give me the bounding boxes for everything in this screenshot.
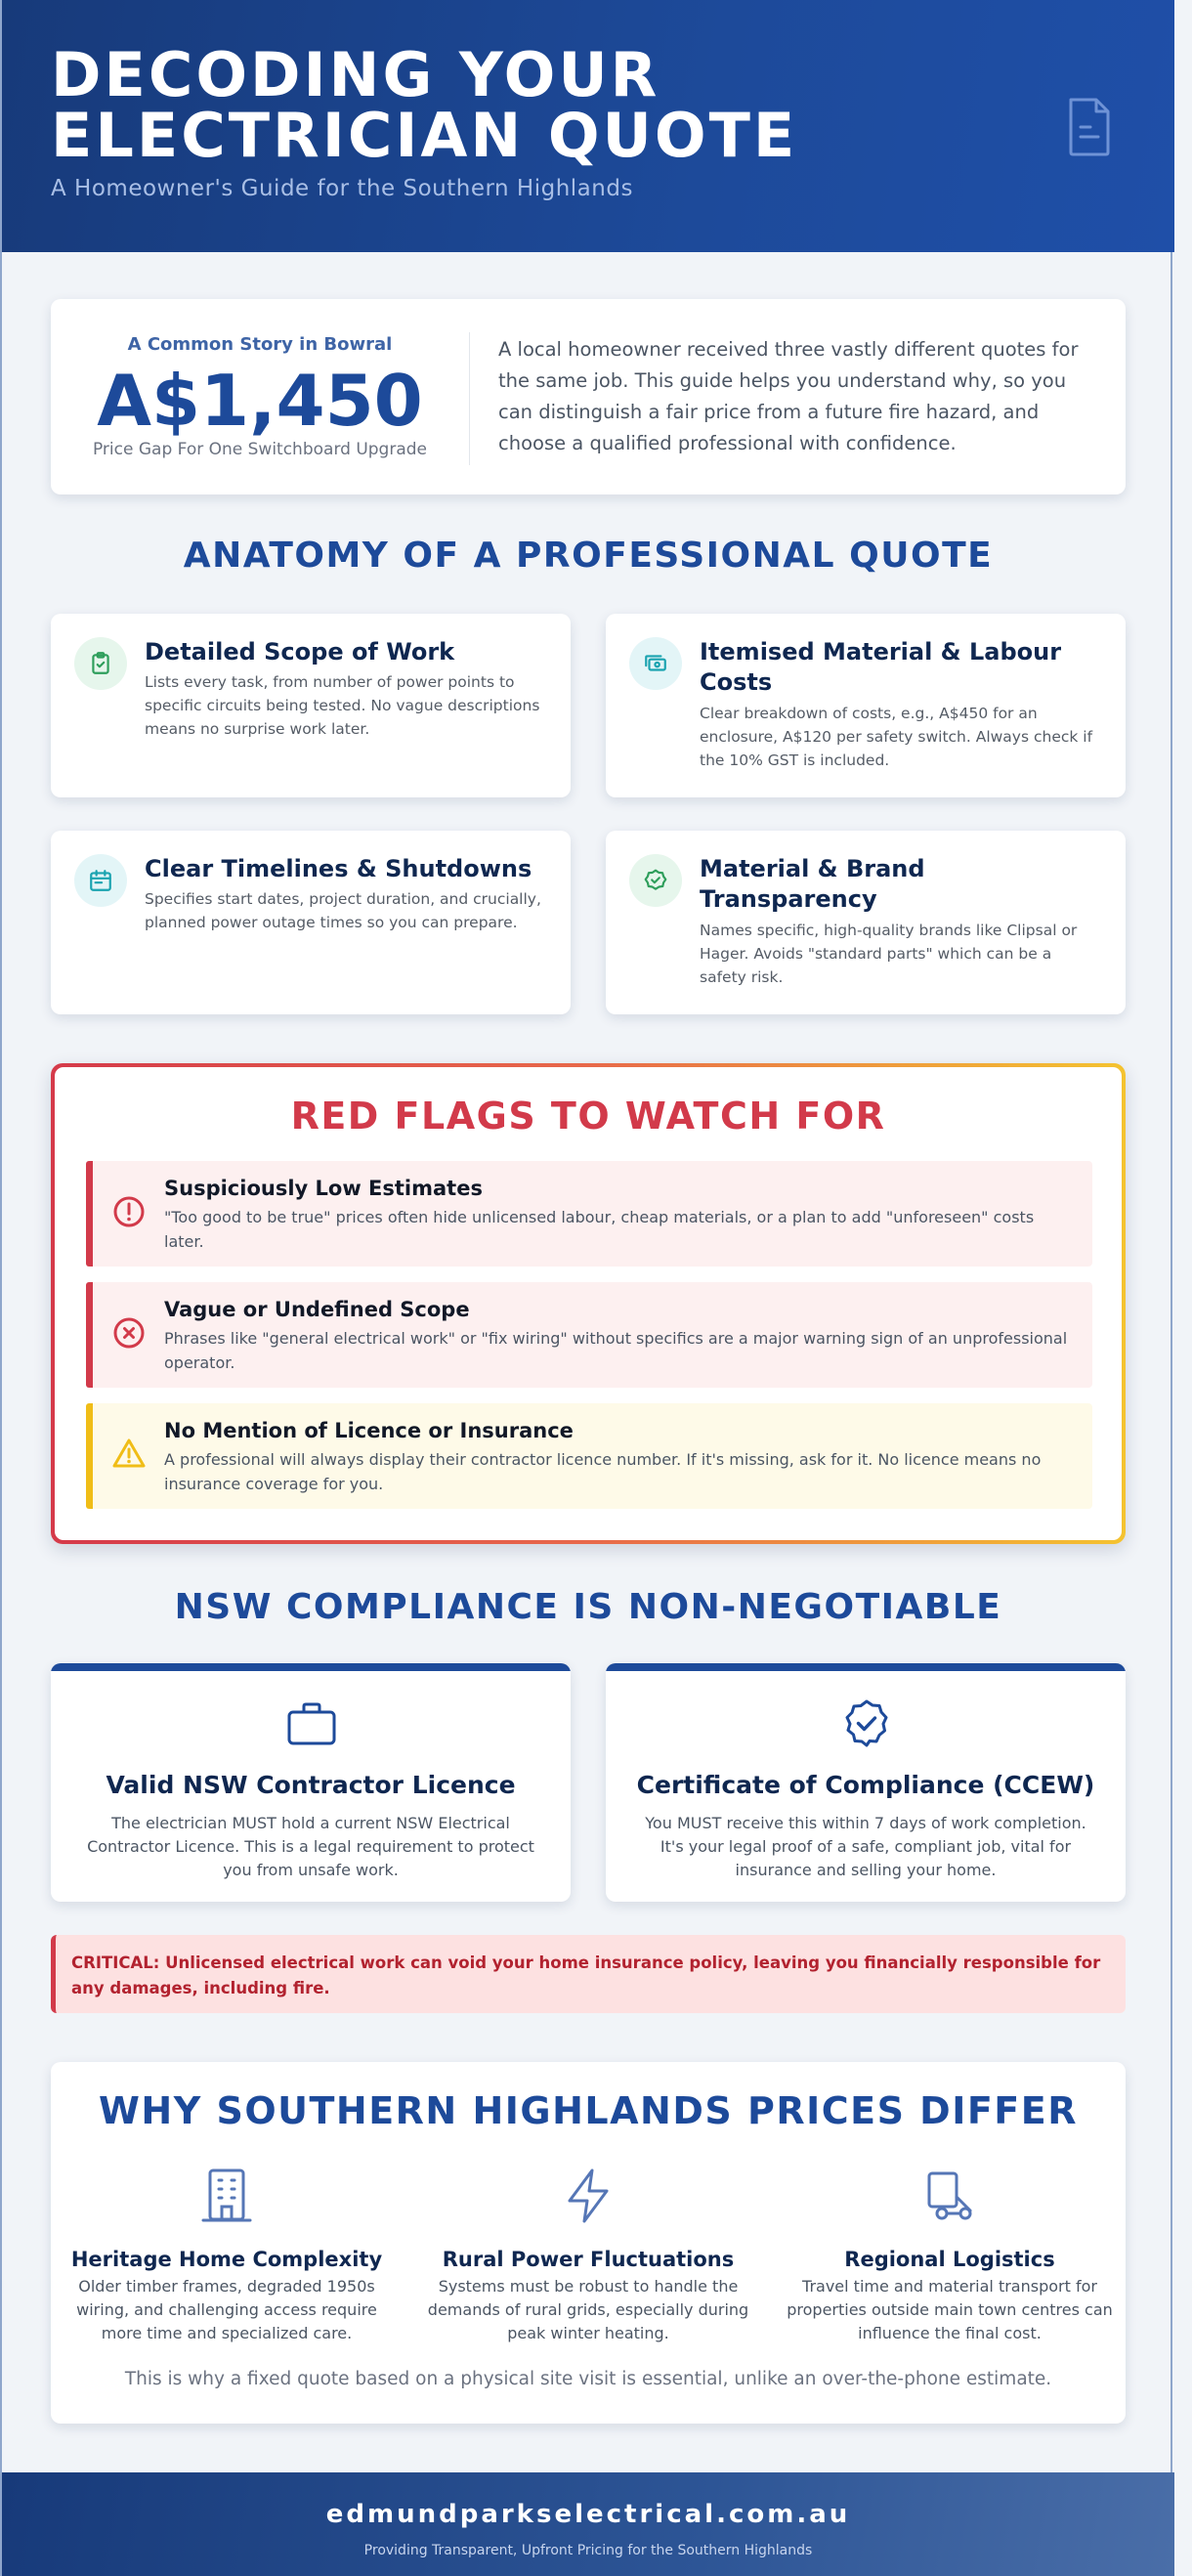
page-title-line-2: ELECTRICIAN QUOTE: [51, 100, 798, 171]
anatomy-card-title: Material & Brand Transparency: [700, 855, 925, 913]
page-title-line-1: DECODING YOUR: [51, 39, 660, 110]
red-flag-item: [86, 1403, 1092, 1509]
compliance-card-desc: You MUST receive this within 7 days of work completion. It's your legal proof of a safe, compliant job, vital for insurance and selling your home.: [645, 1814, 1086, 1879]
red-flag-accent-bar: [86, 1161, 93, 1267]
story-divider: [469, 332, 470, 465]
anatomy-card-title: Clear Timelines & Shutdowns: [145, 855, 532, 882]
story-text: A local homeowner received three vastly different quotes for the same job. This guide helps you understand why, so you can distinguish a fair price from a future fire hazard, and choose a qualified professional with confidence.: [498, 338, 1079, 454]
red-flags-title: RED FLAGS TO WATCH FOR: [290, 1095, 886, 1138]
red-flag-title: Vague or Undefined Scope: [164, 1298, 470, 1321]
warning-triangle-icon: [111, 1437, 147, 1472]
why-prices-footnote: This is why a fixed quote based on a physical site visit is essential, unlike an over-the-phone estimate.: [124, 2369, 1052, 2389]
story-stat: [51, 299, 469, 494]
anatomy-card-desc: Lists every task, from number of power points to specific circuits being tested. No vague descriptions means no surprise work later.: [145, 673, 540, 738]
red-flag-desc: "Too good to be true" prices often hide unlicensed labour, cheap materials, or a plan to add "unforeseen" costs later.: [164, 1208, 1035, 1251]
compliance-card-title: Certificate of Compliance (CCEW): [636, 1771, 1095, 1799]
footer-tagline: Providing Transparent, Upfront Pricing for the Southern Highlands: [363, 2543, 813, 2558]
anatomy-card-scope: [51, 614, 571, 797]
header-banner: [2, 0, 1174, 252]
why-prices-title: WHY SOUTHERN HIGHLANDS PRICES DIFFER: [99, 2089, 1078, 2132]
building-icon: [200, 2168, 253, 2224]
x-circle-icon: [111, 1315, 147, 1351]
compliance-card-licence: [51, 1663, 571, 1902]
red-flag-title: Suspiciously Low Estimates: [164, 1177, 483, 1200]
alert-circle-icon: [111, 1194, 147, 1229]
compliance-card-desc: The electrician MUST hold a current NSW Electrical Contractor Licence. This is a legal requirement to protect you from unsafe work.: [87, 1814, 534, 1879]
red-flag-item: [86, 1161, 1092, 1267]
why-item-title: Regional Logistics: [844, 2248, 1055, 2271]
red-flag-item: [86, 1282, 1092, 1388]
red-flags-panel: [51, 1063, 1126, 1544]
anatomy-card-desc: Specifies start dates, project duration, and crucially, planned power outage times so you can prepare.: [145, 890, 541, 931]
anatomy-card-timelines: [51, 831, 571, 1014]
clipboard-check-icon: [74, 637, 127, 690]
red-flag-title: No Mention of Licence or Insurance: [164, 1419, 574, 1442]
red-flag-accent-bar: [86, 1282, 93, 1388]
document-icon: [1065, 96, 1114, 158]
anatomy-card-costs: [606, 614, 1126, 797]
why-item-desc: Travel time and material transport for properties outside main town centres can influence the final cost.: [787, 2277, 1113, 2342]
red-flag-desc: Phrases like "general electrical work" or "fix wiring" without specifics are a major warning sign of an unprofessional operator.: [164, 1329, 1068, 1372]
why-item-logistics: [784, 2168, 1116, 2345]
red-flag-accent-bar: [86, 1403, 93, 1509]
story-caption: Price Gap For One Switchboard Upgrade: [92, 440, 428, 459]
money-icon: [629, 637, 682, 690]
why-item-power: [422, 2168, 754, 2345]
anatomy-title: ANATOMY OF A PROFESSIONAL QUOTE: [183, 536, 994, 576]
story-card: [51, 299, 1126, 494]
compliance-card-topbar: [606, 1663, 1126, 1671]
anatomy-card-title: Detailed Scope of Work: [145, 638, 455, 665]
red-flag-desc: A professional will always display their contractor licence number. If it's missing, ask for it. No licence means no insurance coverage for you.: [164, 1450, 1042, 1493]
why-item-title: Rural Power Fluctuations: [442, 2248, 735, 2271]
why-prices-card: [51, 2062, 1126, 2424]
verified-badge-icon: [841, 1698, 892, 1749]
critical-warning-text: CRITICAL: Unlicensed electrical work can void your home insurance policy, leaving you financially responsible for any damages, including fire.: [71, 1953, 1101, 1997]
why-item-heritage: [61, 2168, 393, 2345]
anatomy-card-brands: [606, 831, 1126, 1014]
anatomy-card-desc: Names specific, high-quality brands like Clipsal or Hager. Avoids "standard parts" which can be a safety risk.: [700, 922, 1078, 986]
why-item-desc: Older timber frames, degraded 1950s wiring, and challenging access require more time and specialized care.: [76, 2277, 377, 2342]
compliance-card-topbar: [51, 1663, 571, 1671]
footer: [2, 2472, 1174, 2576]
compliance-title: NSW COMPLIANCE IS NON-NEGOTIABLE: [174, 1587, 1002, 1627]
compliance-card-ccew: [606, 1663, 1126, 1902]
briefcase-icon: [286, 1698, 337, 1749]
badge-check-icon: [629, 854, 682, 907]
story-kicker: A Common Story in Bowral: [127, 334, 393, 355]
footer-website-link[interactable]: edmundparkselectrical.com.au: [325, 2500, 851, 2529]
page-subtitle: A Homeowner's Guide for the Southern Highlands: [51, 176, 633, 201]
anatomy-card-desc: Clear breakdown of costs, e.g., A$450 for an enclosure, A$120 per safety switch. Always check if the 10% GST is included.: [700, 705, 1093, 769]
calendar-icon: [74, 854, 127, 907]
page-title: [51, 39, 930, 171]
why-item-desc: Systems must be robust to handle the demands of rural grids, especially during peak winter heating.: [427, 2277, 749, 2342]
lightning-icon: [562, 2168, 615, 2224]
critical-warning-banner: [51, 1935, 1126, 2013]
why-item-title: Heritage Home Complexity: [70, 2248, 383, 2271]
truck-icon: [923, 2168, 976, 2224]
anatomy-card-title: Itemised Material & Labour Costs: [700, 638, 1062, 696]
story-amount: A$1,450: [97, 360, 423, 442]
compliance-card-title: Valid NSW Contractor Licence: [106, 1771, 516, 1799]
red-flags-inner: [55, 1067, 1122, 1540]
